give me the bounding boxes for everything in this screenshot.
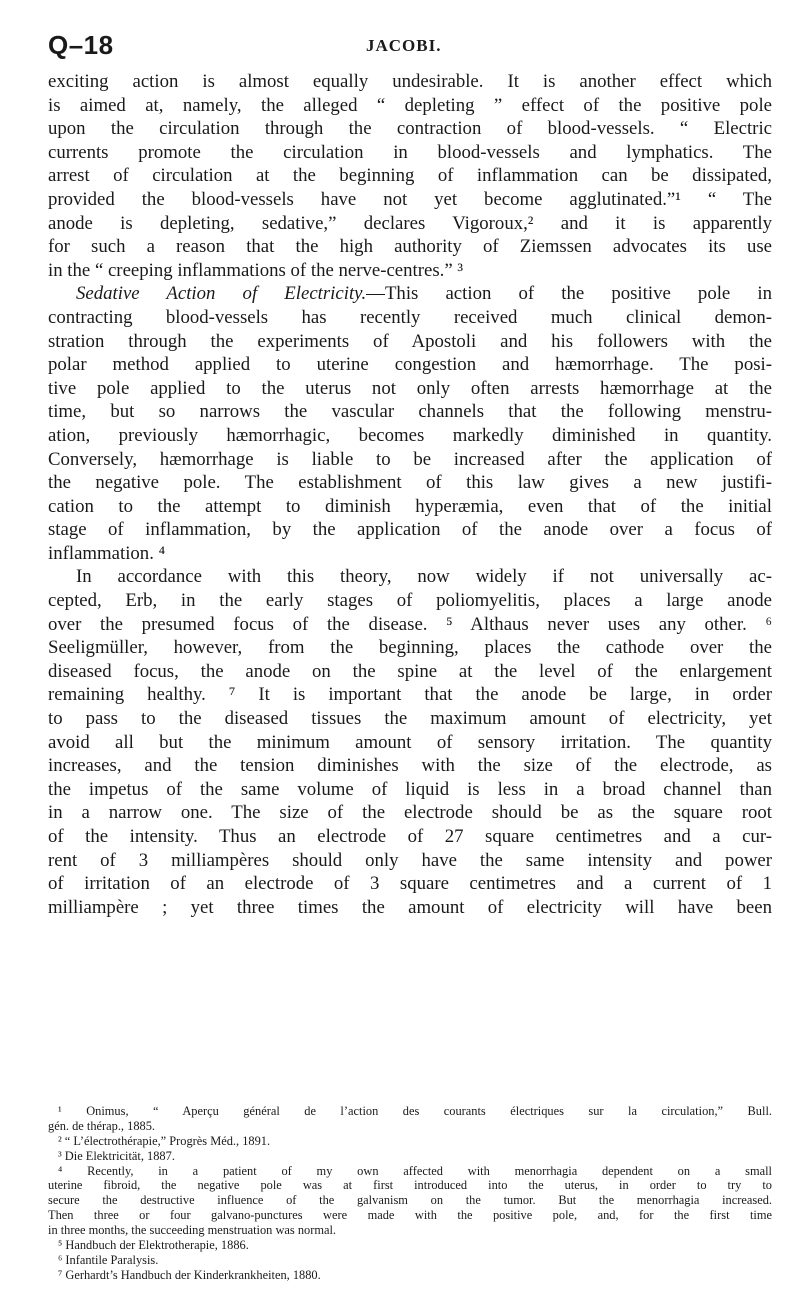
footnote-line: ⁴ Recently, in a patient of my own affected with menorrhagia dependent on a small (58, 1163, 772, 1178)
text-line: cation to the attempt to diminish hyperæmia, even that of the initial (48, 495, 772, 517)
footnote-line: gén. de thérap., 1885. (48, 1118, 156, 1133)
text-line: Seeligmüller, however, from the beginning, places the cathode over the (48, 637, 772, 659)
text-line: provided the blood-vessels have not yet become agglutinated.”¹ “ The (48, 188, 772, 210)
text-line: for such a reason that the high authority of Ziemssen advocates its use (48, 236, 772, 258)
text-line: anode is depleting, sedative,” declares Vigoroux,² and it is apparently (48, 212, 772, 234)
running-head: JACOBI. (366, 36, 442, 55)
text-line: arrest of circulation at the beginning of inflammation can be dissipated, (48, 165, 772, 187)
body-text (48, 70, 772, 919)
text-line: increases, and the tension diminishes with the size of the electrode, as (48, 755, 772, 777)
text-line: to pass to the diseased tissues the maximum amount of electricity, yet (48, 708, 772, 730)
footnote-line: Then three or four galvano-punctures were made with the positive pole, and, for the first time (48, 1208, 772, 1223)
text-line: over the presumed focus of the disease. ⁵ Althaus never uses any other. ⁶ (48, 613, 772, 635)
text-line: is aimed at, namely, the alleged “ depleting ” effect of the positive pole (48, 94, 772, 116)
text-line: In accordance with this theory, now widely if not universally ac- (76, 566, 772, 588)
footnote-line: ⁶ Infantile Paralysis. (58, 1252, 159, 1267)
footnote-line: secure the destructive influence of the galvanism on the tumor. But the menorrhagia increased. (48, 1193, 772, 1208)
text-line: avoid all but the minimum amount of sensory irritation. The quantity (48, 731, 772, 753)
text-line: polar method applied to uterine congestion and hæmorrhage. The posi- (48, 354, 772, 376)
footnote-line: uterine fibroid, the negative pole was at first introduced into the uterus, in order to try to (48, 1178, 772, 1193)
text-line: tive pole applied to the uterus not only often arrests hæmorrhage at the (48, 377, 772, 399)
text-line: of irritation of an electrode of 3 square centimetres and a current of 1 (48, 873, 772, 895)
page-identifier: Q–18 (48, 30, 114, 60)
section-heading: Sedative Action of Electricity. (76, 283, 367, 305)
text-line: in a narrow one. The size of the electrode should be as the square root (48, 802, 772, 824)
text-line: exciting action is almost equally undesirable. It is another effect which (48, 71, 772, 92)
footnote-line: ³ Die Elektricität, 1887. (58, 1148, 175, 1163)
text-line: time, but so narrows the vascular channels that the following menstru- (48, 401, 772, 423)
footnote-line: ⁷ Gerhardt’s Handbuch der Kinderkrankheiten, 1880. (58, 1267, 321, 1282)
text-line: ation, previously hæmorrhagic, becomes markedly diminished in quantity. (48, 424, 772, 446)
text-line: rent of 3 milliampères should only have the same intensity and power (48, 849, 772, 871)
text-line: contracting blood-vessels has recently received much clinical demon- (48, 306, 772, 328)
text-line: diseased focus, the anode on the spine at the level of the enlargement (48, 660, 772, 682)
footnote-line: ² “ L’électrothérapie,” Progrès Méd., 1891. (58, 1133, 271, 1148)
section-heading-rest: —This action of the positive pole in (366, 283, 772, 305)
text-line: upon the circulation through the contraction of blood-vessels. “ Electric (48, 118, 772, 140)
text-line: inflammation. ⁴ (48, 542, 166, 564)
footnotes (48, 1104, 772, 1283)
text-line: the impetus of the same volume of liquid is less in a broad channel than (48, 778, 772, 800)
text-line: in the “ creeping inflammations of the nerve-centres.” ³ (48, 259, 463, 281)
footnote-line: ⁵ Handbuch der Elektrotherapie, 1886. (58, 1238, 249, 1253)
text-line: cepted, Erb, in the early stages of poliomyelitis, places a large anode (48, 590, 772, 612)
text-line: milliampère ; yet three times the amount of electricity will have been (48, 896, 772, 918)
footnote-line: ¹ Onimus, “ Aperçu général de l’action des courants électriques sur la circulation,” Bull. (58, 1104, 772, 1118)
text-line: stage of inflammation, by the application of the anode over a focus of (48, 519, 772, 541)
page-header (48, 30, 770, 60)
text-line: currents promote the circulation in blood-vessels and lymphatics. The (48, 141, 772, 163)
text-line: Conversely, hæmorrhage is liable to be increased after the application of (48, 448, 772, 470)
text-line: stration through the experiments of Apostoli and his followers with the (48, 330, 772, 352)
footnote-line: in three months, the succeeding menstruation was normal. (48, 1223, 337, 1238)
text-line: remaining healthy. ⁷ It is important that the anode be large, in order (48, 684, 772, 706)
text-line: the negative pole. The establishment of this law gives a new justifi- (48, 472, 772, 494)
section-heading-line (48, 282, 772, 306)
text-line: of the intensity. Thus an electrode of 27 square centimetres and a cur- (48, 826, 772, 847)
